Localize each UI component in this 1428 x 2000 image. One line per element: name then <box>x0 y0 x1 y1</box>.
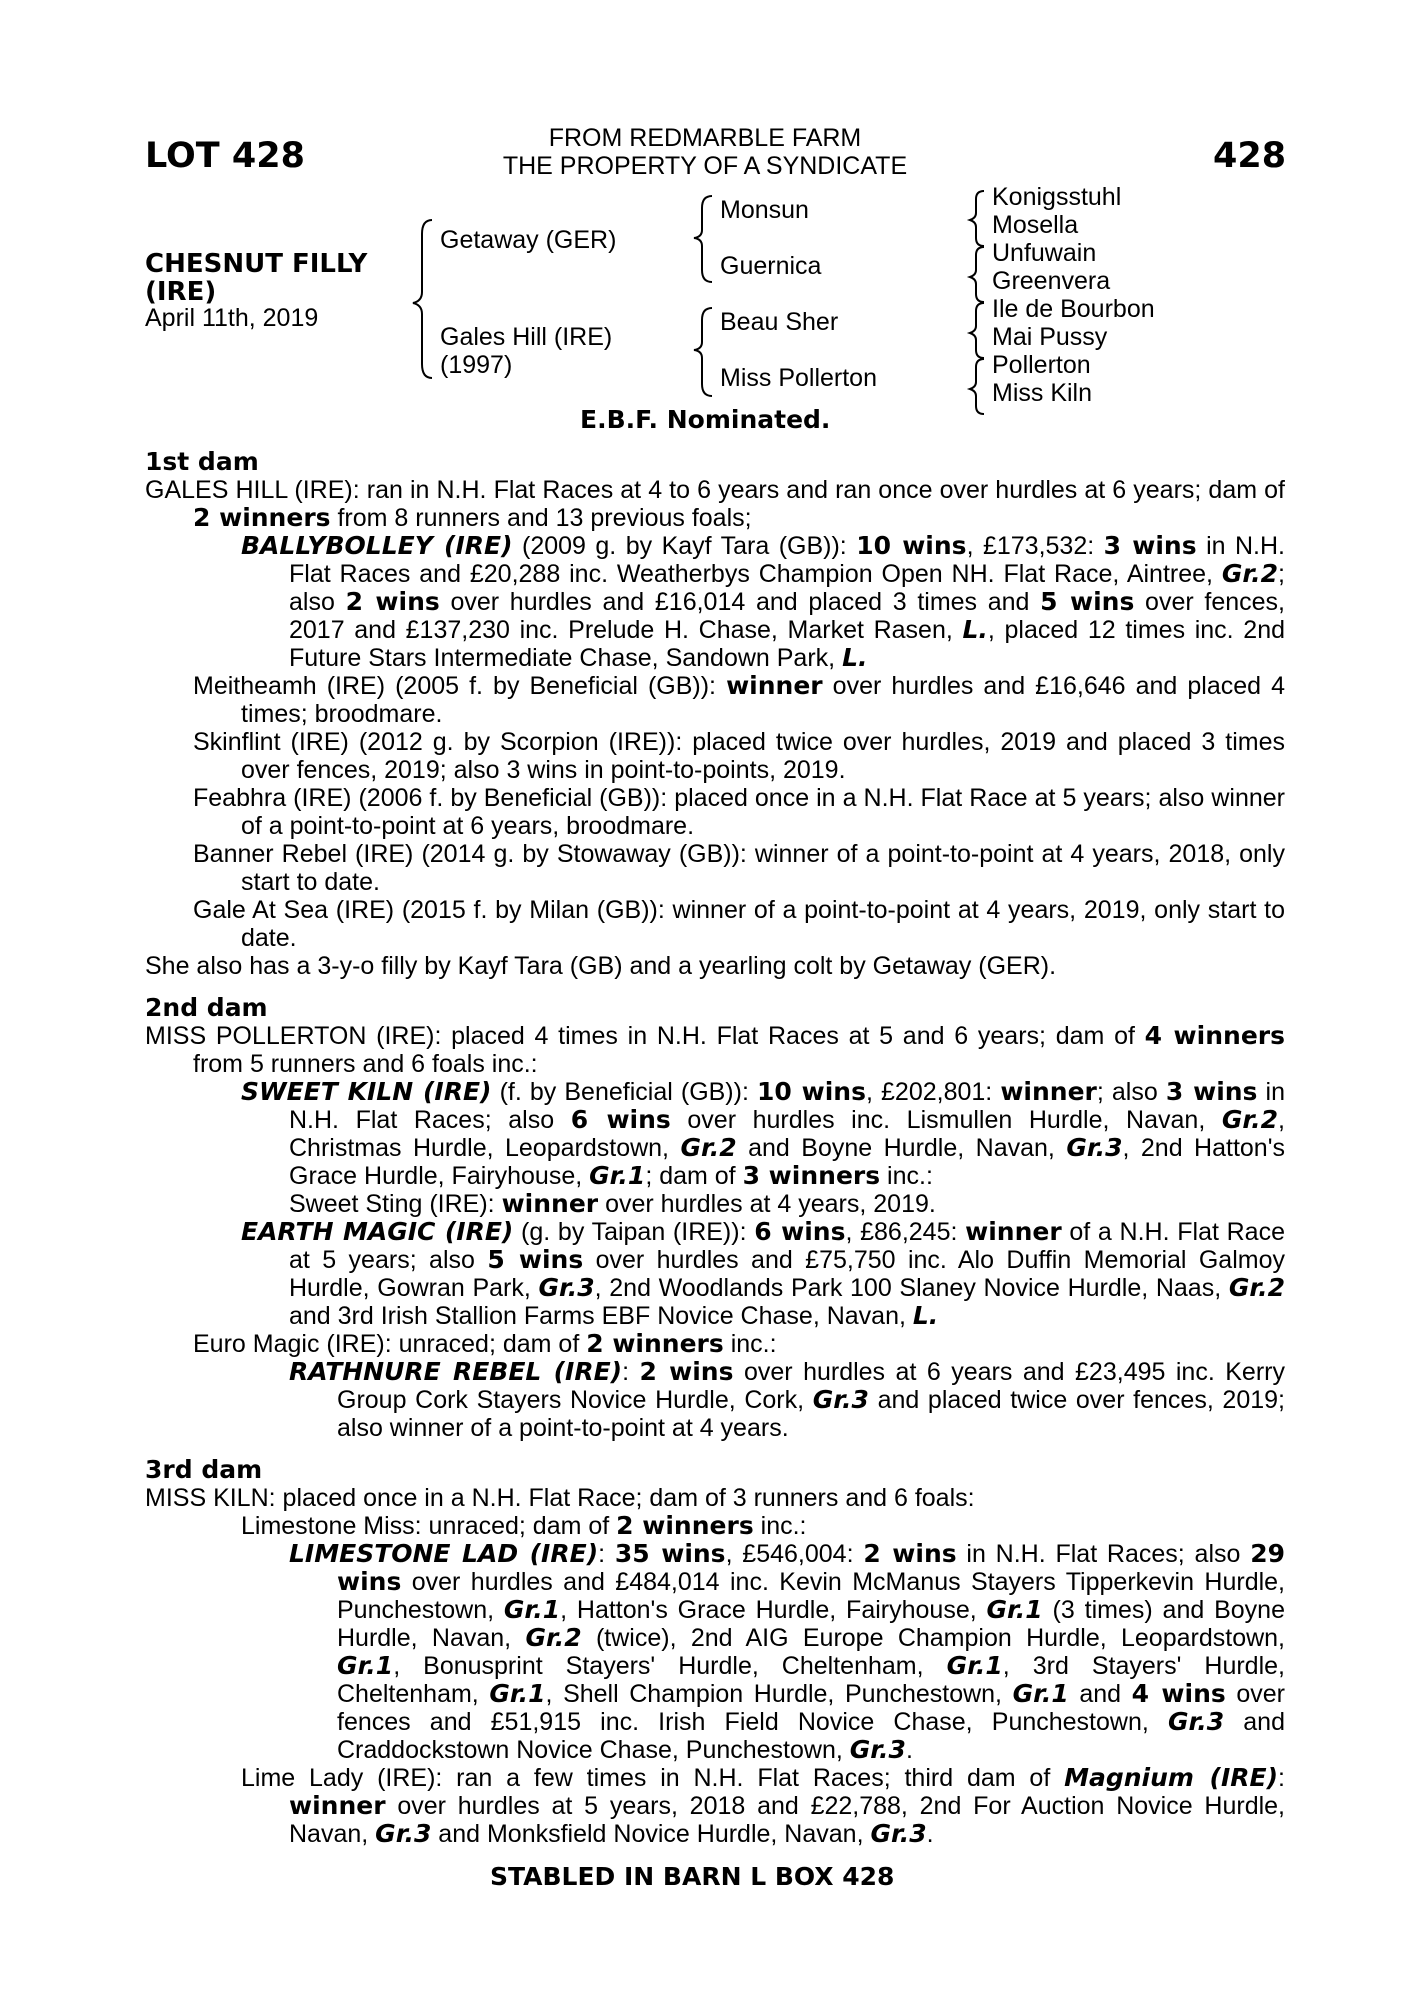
catalogue-paragraph <box>145 1022 1285 1078</box>
text-run: from 8 runners and 13 previous foals; <box>330 504 752 532</box>
text-run: over hurdles and £16,014 and placed 3 times and <box>439 588 1041 616</box>
bold-italic-run: Gr.1 <box>946 1651 1003 1680</box>
catalogue-paragraph <box>145 672 1285 728</box>
bold-italic-run: Gr.1 <box>337 1651 394 1680</box>
text-run: GALES HILL (IRE): ran in N.H. Flat Races at 4 to 6 years and ran once over hurdles at 6 years; dam of <box>145 476 1285 504</box>
bold-run: 3rd dam <box>145 1455 263 1484</box>
text-run: and Monksfield Novice Hurdle, Navan, <box>431 1820 871 1848</box>
text-run: over hurdles at 5 years, 2018 and £22,788, 2nd For Auction Novice Hurdle, Navan, <box>289 1792 1285 1848</box>
g3-ancestor: Mosella <box>992 211 1079 239</box>
text-run: from 5 runners and 6 foals inc.: <box>193 1050 538 1078</box>
horse-name-line-1: CHESNUT FILLY <box>145 249 368 279</box>
text-run: inc.: <box>753 1512 807 1540</box>
text-run: , placed 12 times inc. 2nd Future Stars Intermediate Chase, Sandown Park, <box>289 616 1286 672</box>
bold-italic-run: Gr.2 <box>680 1133 737 1162</box>
bold-run: 2 winners <box>586 1329 724 1358</box>
bold-run: winner <box>965 1217 1062 1246</box>
bold-italic-run: Gr.1 <box>503 1595 561 1624</box>
horse-name-line-2: (IRE) <box>145 277 217 307</box>
text-run: Limestone Miss: unraced; dam of <box>241 1512 617 1540</box>
section-heading <box>145 994 1285 1022</box>
lot-label: LOT 428 <box>145 136 305 176</box>
text-run: , £546,004: <box>725 1540 864 1568</box>
catalogue-paragraph <box>145 952 1285 980</box>
text-run: Gale At Sea (IRE) (2015 f. by Milan (GB)): winner of a point-to-point at 4 years, 2019, only start to date. <box>193 896 1285 952</box>
text-run: over hurdles at 4 years, 2019. <box>598 1190 936 1218</box>
text-run: Lime Lady (IRE): ran a few times in N.H. Flat Races; third dam of <box>241 1764 1065 1792</box>
bold-italic-run: Gr.1 <box>489 1679 546 1708</box>
bold-italic-run: Gr.3 <box>812 1385 869 1414</box>
catalogue-paragraph <box>145 1330 1285 1358</box>
text-run: in N.H. Flat Races; also <box>956 1540 1251 1568</box>
catalogue-paragraph <box>145 1484 1285 1512</box>
vendor-line-2: THE PROPERTY OF A SYNDICATE <box>502 152 908 180</box>
text-run: in N.H. Flat Races; also <box>289 1078 1285 1134</box>
text-run: , Christmas Hurdle, Leopardstown, <box>289 1106 1285 1162</box>
ebf-nomination: E.B.F. Nominated. <box>580 405 831 434</box>
text-run: . <box>926 1820 934 1848</box>
text-run: Banner Rebel (IRE) (2014 g. by Stowaway (GB)): winner of a point-to-point at 4 years, 2018, only start to date. <box>193 840 1285 896</box>
text-run: ; dam of <box>645 1162 743 1190</box>
bold-italic-run: L. <box>842 643 868 672</box>
text-run: , £202,801: <box>865 1078 1001 1106</box>
catalogue-paragraph <box>145 1078 1285 1190</box>
catalogue-body <box>145 448 1285 1848</box>
text-run: ; also <box>1096 1078 1166 1106</box>
text-run: (f. by Beneficial (GB)): <box>491 1078 757 1106</box>
section-heading <box>145 448 1285 476</box>
text-run: : <box>598 1540 615 1568</box>
g3-ancestor: Unfuwain <box>992 239 1097 267</box>
catalogue-paragraph <box>145 476 1285 532</box>
bold-run: 3 wins <box>1165 1077 1258 1106</box>
bold-run: 35 wins <box>614 1539 726 1568</box>
bold-run: winner <box>726 671 823 700</box>
bold-run: 4 wins <box>1131 1679 1226 1708</box>
text-run: , 2nd Hatton's Grace Hurdle, Fairyhouse, <box>289 1134 1285 1190</box>
catalogue-paragraph <box>145 1190 1285 1218</box>
text-run: over fences and £51,915 inc. Irish Field Novice Chase, Punchestown, <box>337 1680 1285 1736</box>
catalogue-paragraph <box>145 896 1285 952</box>
text-run: , £173,532: <box>966 532 1104 560</box>
bold-run: 2 winners <box>616 1511 754 1540</box>
text-run: Feabhra (IRE) (2006 f. by Beneficial (GB)): placed once in a N.H. Flat Race at 5 years; also winner of a point-to-point at 6 years, broodmare. <box>193 784 1285 840</box>
sire: Getaway (GER) <box>440 226 617 254</box>
text-run: , £86,245: <box>845 1218 966 1246</box>
bold-run: 2nd dam <box>145 993 268 1022</box>
bold-italic-run: SWEET KILN (IRE) <box>241 1077 492 1106</box>
text-run: . <box>905 1736 913 1764</box>
bold-italic-run: Gr.1 <box>589 1161 646 1190</box>
bold-italic-run: LIMESTONE LAD (IRE) <box>289 1539 599 1568</box>
bold-italic-run: Gr.2 <box>1221 1105 1279 1134</box>
bold-run: 5 wins <box>1040 587 1135 616</box>
vendor-line-1: FROM REDMARBLE FARM <box>548 124 862 152</box>
bold-run: 3 wins <box>1103 531 1197 560</box>
text-run: , Bonusprint Stayers' Hurdle, Cheltenham, <box>393 1652 947 1680</box>
text-run: : <box>1278 1764 1285 1792</box>
bold-run: 10 wins <box>757 1077 866 1106</box>
text-run: over hurdles and £75,750 inc. Alo Duffin Memorial Galmoy Hurdle, Gowran Park, <box>289 1246 1285 1302</box>
text-run: and Craddockstown Novice Chase, Punchestown, <box>337 1708 1285 1764</box>
g3-ancestor: Konigsstuhl <box>992 183 1122 211</box>
lot-number: 428 <box>1213 136 1287 176</box>
text-run: Euro Magic (IRE): unraced; dam of <box>193 1330 587 1358</box>
catalogue-paragraph <box>145 1218 1285 1330</box>
bold-run: 1st dam <box>145 447 259 476</box>
text-run: MISS KILN: placed once in a N.H. Flat Race; dam of 3 runners and 6 foals: <box>145 1484 975 1512</box>
g3-ancestor: Pollerton <box>992 351 1091 379</box>
bold-run: 6 wins <box>570 1105 671 1134</box>
g3-ancestor: Miss Kiln <box>992 379 1093 407</box>
bold-run: 2 winners <box>193 503 331 532</box>
catalogue-paragraph <box>145 1358 1285 1442</box>
bold-run: 4 winners <box>1144 1021 1285 1050</box>
bold-run: 3 winners <box>742 1161 881 1190</box>
bold-run: 2 wins <box>863 1539 957 1568</box>
bold-italic-run: L. <box>912 1301 939 1330</box>
bold-italic-run: Magnium (IRE) <box>1064 1763 1279 1792</box>
bold-run: 10 wins <box>856 531 967 560</box>
catalogue-paragraph <box>145 840 1285 896</box>
g3-ancestor: Mai Pussy <box>992 323 1108 351</box>
text-run: over hurdles and £16,646 and placed 4 times; broodmare. <box>241 672 1285 728</box>
catalogue-paragraph <box>145 1512 1285 1540</box>
bold-italic-run: EARTH MAGIC (IRE) <box>241 1217 514 1246</box>
catalogue-paragraph <box>145 784 1285 840</box>
text-run: over hurdles at 6 years and £23,495 inc. Kerry Group Cork Stayers Novice Hurdle, Cork, <box>337 1358 1285 1414</box>
text-run: of a N.H. Flat Race at 5 years; also <box>289 1218 1285 1274</box>
text-run: MISS POLLERTON (IRE): placed 4 times in N.H. Flat Races at 5 and 6 years; dam of <box>145 1022 1145 1050</box>
bold-italic-run: L. <box>962 615 988 644</box>
text-run: ; also <box>289 560 1285 616</box>
sire-sire: Monsun <box>720 196 809 224</box>
bold-run: 5 wins <box>487 1245 584 1274</box>
text-run: and 3rd Irish Stallion Farms EBF Novice Chase, Navan, <box>289 1302 913 1330</box>
text-run: Sweet Sting (IRE): <box>289 1190 502 1218</box>
bold-italic-run: Gr.3 <box>870 1819 927 1848</box>
foaling-date: April 11th, 2019 <box>145 304 319 332</box>
text-run: over hurdles and £484,014 inc. Kevin McManus Stayers Tipperkevin Hurdle, Punchestown, <box>337 1568 1285 1624</box>
bold-italic-run: Gr.2 <box>1228 1273 1285 1302</box>
catalogue-paragraph <box>145 532 1285 672</box>
text-run: and Boyne Hurdle, Navan, <box>736 1134 1067 1162</box>
text-run: over hurdles inc. Lismullen Hurdle, Navan, <box>670 1106 1222 1134</box>
bold-run: winner <box>501 1189 599 1218</box>
dam-dam: Miss Pollerton <box>720 364 877 392</box>
bold-run: winner <box>289 1791 386 1820</box>
text-run: : <box>622 1358 640 1386</box>
text-run: Skinflint (IRE) (2012 g. by Scorpion (IRE)): placed twice over hurdles, 2019 and placed 3 times over fences, 2019; also 3 wins in point-to-points, 2019. <box>193 728 1285 784</box>
text-run: (g. by Taipan (IRE)): <box>513 1218 755 1246</box>
bold-run: winner <box>1000 1077 1097 1106</box>
text-run: , Shell Champion Hurdle, Punchestown, <box>545 1680 1013 1708</box>
bold-italic-run: RATHNURE REBEL (IRE) <box>289 1357 623 1386</box>
text-run: and placed twice over fences, 2019; also winner of a point-to-point at 4 years. <box>337 1386 1285 1442</box>
catalogue-paragraph <box>145 728 1285 784</box>
bold-run: 2 wins <box>345 587 440 616</box>
stabling-info: STABLED IN BARN L BOX 428 <box>490 1862 895 1891</box>
catalogue-paragraph <box>145 1764 1285 1848</box>
g3-ancestor: Greenvera <box>992 267 1111 295</box>
bold-italic-run: Gr.3 <box>849 1735 906 1764</box>
text-run: in N.H. Flat Races and £20,288 inc. Weatherbys Champion Open NH. Flat Race, Aintree, <box>289 532 1286 588</box>
text-run: (2009 g. by Kayf Tara (GB)): <box>512 532 857 560</box>
text-run: Meitheamh (IRE) (2005 f. by Beneficial (GB)): <box>193 672 727 700</box>
dam-foaling-year: (1997) <box>440 351 513 379</box>
g3-ancestor: Ile de Bourbon <box>992 295 1155 323</box>
text-run: inc.: <box>880 1162 933 1190</box>
sire-dam: Guernica <box>720 252 822 280</box>
text-run: She also has a 3-y-o filly by Kayf Tara (GB) and a yearling colt by Getaway (GER). <box>145 952 1057 980</box>
bold-run: 29 wins <box>337 1539 1285 1596</box>
bold-italic-run: Gr.3 <box>1066 1133 1123 1162</box>
dam-sire: Beau Sher <box>720 308 839 336</box>
bold-italic-run: Gr.1 <box>1012 1679 1069 1708</box>
text-run: , Hatton's Grace Hurdle, Fairyhouse, <box>560 1596 987 1624</box>
bold-italic-run: Gr.3 <box>538 1273 595 1302</box>
text-run: over fences, 2017 and £137,230 inc. Prelude H. Chase, Market Rasen, <box>289 588 1285 644</box>
text-run: (twice), 2nd AIG Europe Champion Hurdle, Leopardstown, <box>581 1624 1285 1652</box>
bold-run: 2 wins <box>639 1357 734 1386</box>
text-run: (3 times) and Boyne Hurdle, Navan, <box>337 1596 1285 1652</box>
bold-italic-run: Gr.2 <box>1221 559 1279 588</box>
text-run: and <box>1068 1680 1132 1708</box>
bold-italic-run: Gr.1 <box>986 1595 1043 1624</box>
catalogue-paragraph <box>145 1540 1285 1764</box>
bold-run: 6 wins <box>754 1217 846 1246</box>
bold-italic-run: Gr.3 <box>375 1819 432 1848</box>
text-run: , 3rd Stayers' Hurdle, Cheltenham, <box>337 1652 1285 1708</box>
dam: Gales Hill (IRE) <box>440 323 613 351</box>
bold-italic-run: Gr.2 <box>525 1623 582 1652</box>
pedigree-brackets <box>0 0 1428 420</box>
text-run: inc.: <box>723 1330 777 1358</box>
text-run: , 2nd Woodlands Park 100 Slaney Novice Hurdle, Naas, <box>594 1274 1229 1302</box>
bold-italic-run: Gr.3 <box>1167 1707 1225 1736</box>
section-heading <box>145 1456 1285 1484</box>
bold-italic-run: BALLYBOLLEY (IRE) <box>241 531 513 560</box>
